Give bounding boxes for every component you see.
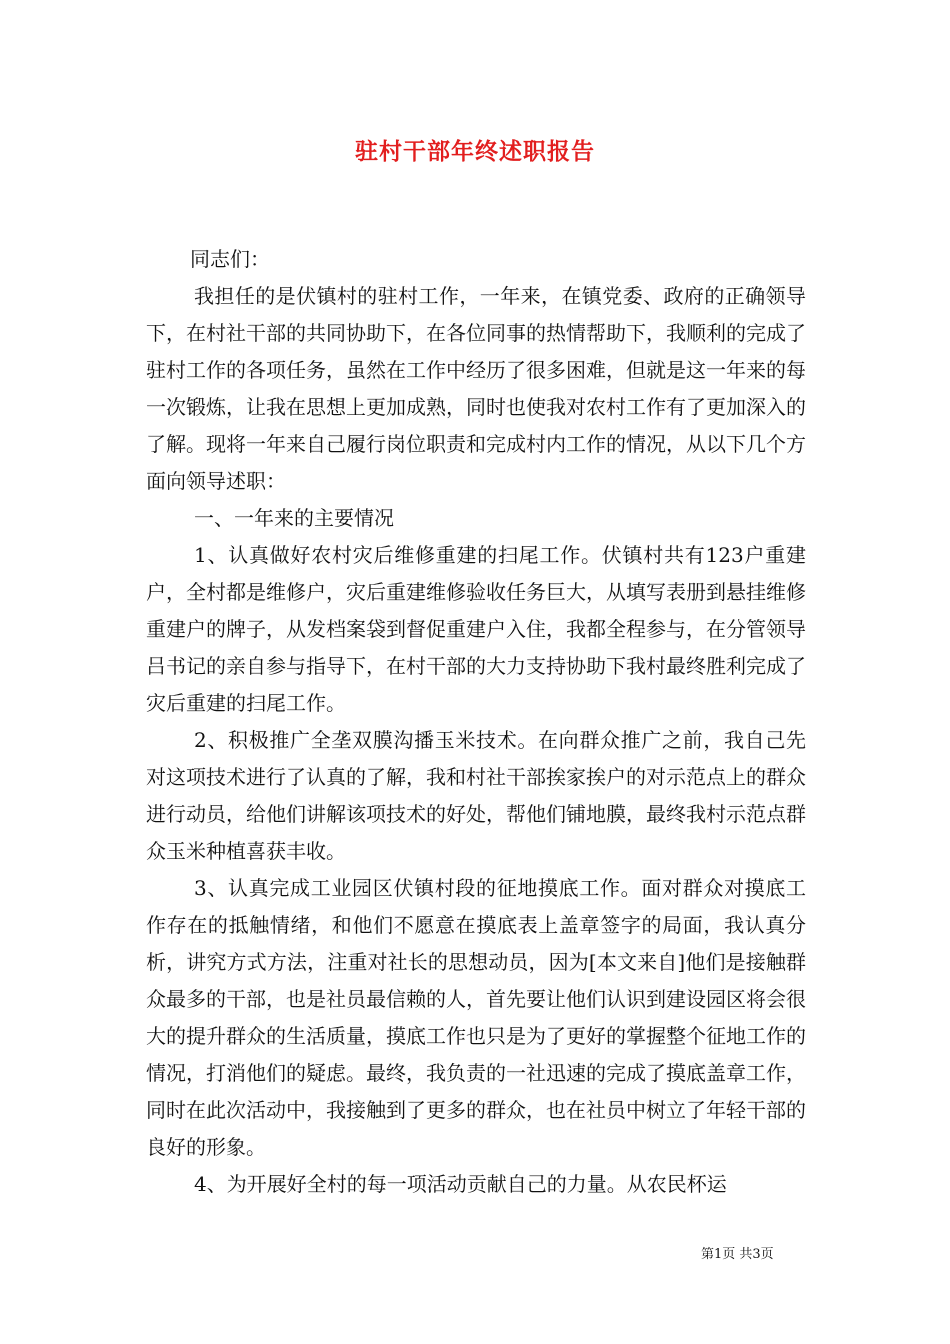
- page-number: 第1页 共3页: [701, 1247, 774, 1262]
- section-heading: 一、一年来的主要情况: [194, 506, 394, 530]
- paragraph-item-3: 3、认真完成工业园区伏镇村段的征地摸底工作。面对群众对摸底工作存在的抵触情绪，和他们不愿意在摸底表上盖章签字的局面，我认真分析，讲究方式方法，注重对社长的思想动员，因为[本文来自]他们是接触群众最多的干部，也是社员最信赖的人，首先要让他们认识到建设园区将会很大的提升群众的生活质量，摸底工作也只是为了更好的掌握整个征地工作的情况，打消他们的疑虑。最终，我负责的一社迅速的完成了摸底盖章工作，同时在此次活动中，我接触到了更多的群众，也在社员中树立了年轻干部的良好的形象。: [146, 876, 806, 1159]
- paragraph-item-4: 4、为开展好全村的每一项活动贡献自己的力量。从农民杯运: [194, 1172, 727, 1196]
- salutation: 同志们：: [190, 247, 270, 271]
- paragraph-item-1: 1、认真做好农村灾后维修重建的扫尾工作。伏镇村共有123户重建户，全村都是维修户，灾后重建维修验收任务巨大，从填写表册到悬挂维修重建户的牌子，从发档案袋到督促重建户入住，我都全程参与，在分管领导吕书记的亲自参与指导下，在村干部的大力支持协助下我村最终胜利完成了灾后重建的扫尾工作。: [146, 543, 806, 715]
- document-title: 驻村干部年终述职报告: [355, 138, 595, 165]
- paragraph-item-2: 2、积极推广全垄双膜沟播玉米技术。在向群众推广之前，我自己先对这项技术进行了认真的了解，我和村社干部挨家挨户的对示范点上的群众进行动员，给他们讲解该项技术的好处，帮他们铺地膜，最终我村示范点群众玉米种植喜获丰收。: [146, 728, 806, 863]
- paragraph-intro: 我担任的是伏镇村的驻村工作，一年来，在镇党委、政府的正确领导下，在村社干部的共同协助下，在各位同事的热情帮助下，我顺利的完成了驻村工作的各项任务，虽然在工作中经历了很多困难，但就是这一年来的每一次锻炼，让我在思想上更加成熟，同时也使我对农村工作有了更加深入的了解。现将一年来自己履行岗位职责和完成村内工作的情况，从以下几个方面向领导述职：: [146, 284, 806, 493]
- document-body: [146, 241, 806, 1203]
